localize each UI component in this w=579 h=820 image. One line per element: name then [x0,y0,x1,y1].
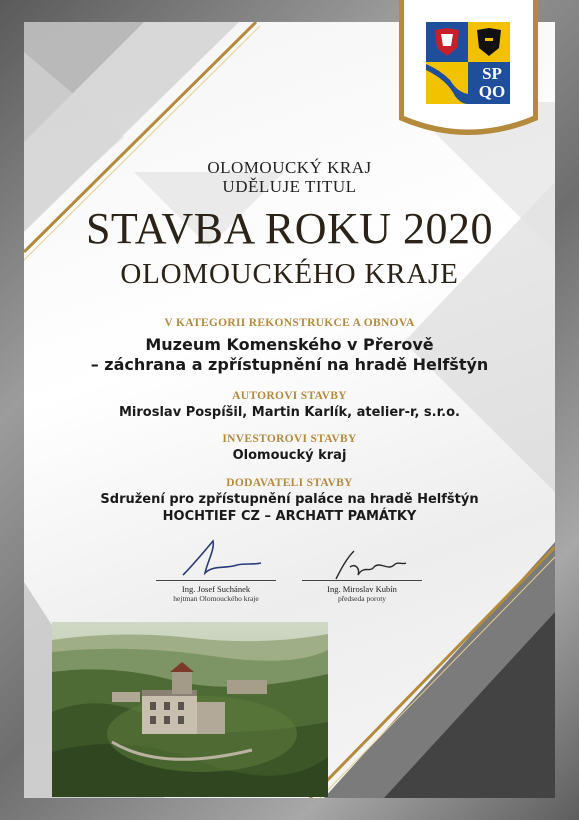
signature-scribble-1 [175,535,265,580]
supplier-line-1: Sdružení pro zpřístupnění paláce na hradě Helfštýn [100,492,479,507]
investor-value: Olomoucký kraj [232,448,347,463]
signature-scribble-2 [330,545,410,583]
work-name-line-1: Muzeum Komenského v Přerově [145,335,434,354]
signatory-name: Ing. Miroslav Kubín [327,584,397,594]
authors-label: AUTOROVI STAVBY [232,390,347,402]
certificate-subtitle: OLOMOUCKÉHO KRAJE [120,258,459,290]
signatory-role: hejtman Olomouckého kraje [173,594,259,603]
signature-block-1 [146,580,286,603]
signature-block-2 [292,580,432,603]
signatory-role: předseda poroty [337,594,387,603]
issuer-line-1: OLOMOUCKÝ KRAJ [207,158,372,177]
authors-value: Miroslav Pospíšil, Martin Karlík, atelier-r, s.r.o. [119,405,460,420]
emblem-lettering-bottom: QO [478,82,506,101]
supplier-line-2: HOCHTIEF CZ – ARCHATT PAMÁTKY [162,509,417,524]
signatory-name: Ing. Josef Suchánek [181,584,251,594]
investor-label: INVESTOROVI STAVBY [222,433,357,445]
castle-aerial-photo [52,622,328,797]
category-label: V KATEGORII REKONSTRUKCE A OBNOVA [164,317,415,329]
issuer-line-2: UDĚLUJE TITUL [222,177,357,196]
supplier-label: DODAVATELI STAVBY [226,477,353,489]
work-name-line-2: – záchrana a zpřístupnění na hradě Helfštýn [90,355,489,374]
emblem-lettering-top: SP [482,64,502,83]
region-emblem [395,0,542,145]
certificate-title: STAVBA ROKU 2020 [85,204,494,253]
